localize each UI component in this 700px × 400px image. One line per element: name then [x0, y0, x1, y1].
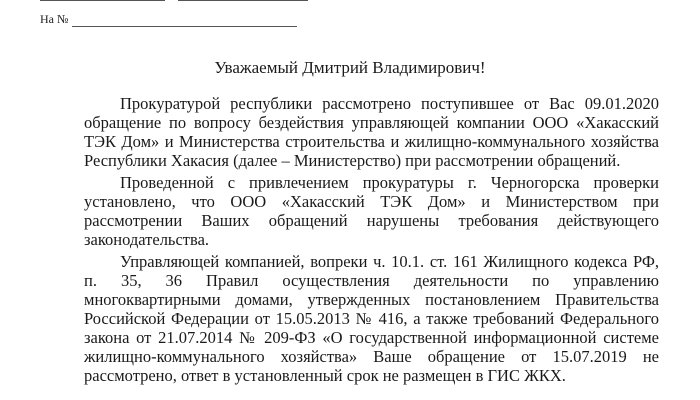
salutation: Уважаемый Дмитрий Владимирович! [214, 58, 486, 77]
top-left-blank-line [40, 0, 165, 1]
reference-number-label: На № [40, 12, 69, 26]
paragraph-2: Проведенной с привлечением прокуратуры г. Черногорска проверки установлено, что ООО «Хакасский ТЭК Дом» и Министерством при рассмотрении Ваших обращений нарушены требования действующего законодательства. [84, 173, 659, 249]
reference-number-blank [72, 12, 297, 27]
paragraph-3: Управляющей компанией, вопреки ч. 10.1. ст. 161 Жилищного кодекса РФ, п. 35, 36 Правил осуществления деятельности по управлению многоквартирными домами, утвержденных постановлением Правительства Российской Федерации от 15.05.2013 № 416, а также требований Федерального закона от 21.07.2014 № 209-ФЗ «О государственной информационной системе жилищно-коммунального хозяйства» Ваше обращение от 15.07.2019 не рассмотрено, ответ в установленный срок не размещен в ГИС ЖКХ. [84, 252, 659, 385]
top-right-blank-line [178, 0, 308, 1]
paragraph-1: Прокуратурой республики рассмотрено поступившее от Вас 09.01.2020 обращение по вопросу бездействия управляющей компании ООО «Хакасский ТЭК Дом» и Министерства строительства и жилищно-коммунального хозяйства Республики Хакасия (далее – Министерство) при рассмотрении обращений. [84, 94, 659, 170]
letter-body [84, 94, 659, 385]
reference-number-row [40, 12, 297, 27]
